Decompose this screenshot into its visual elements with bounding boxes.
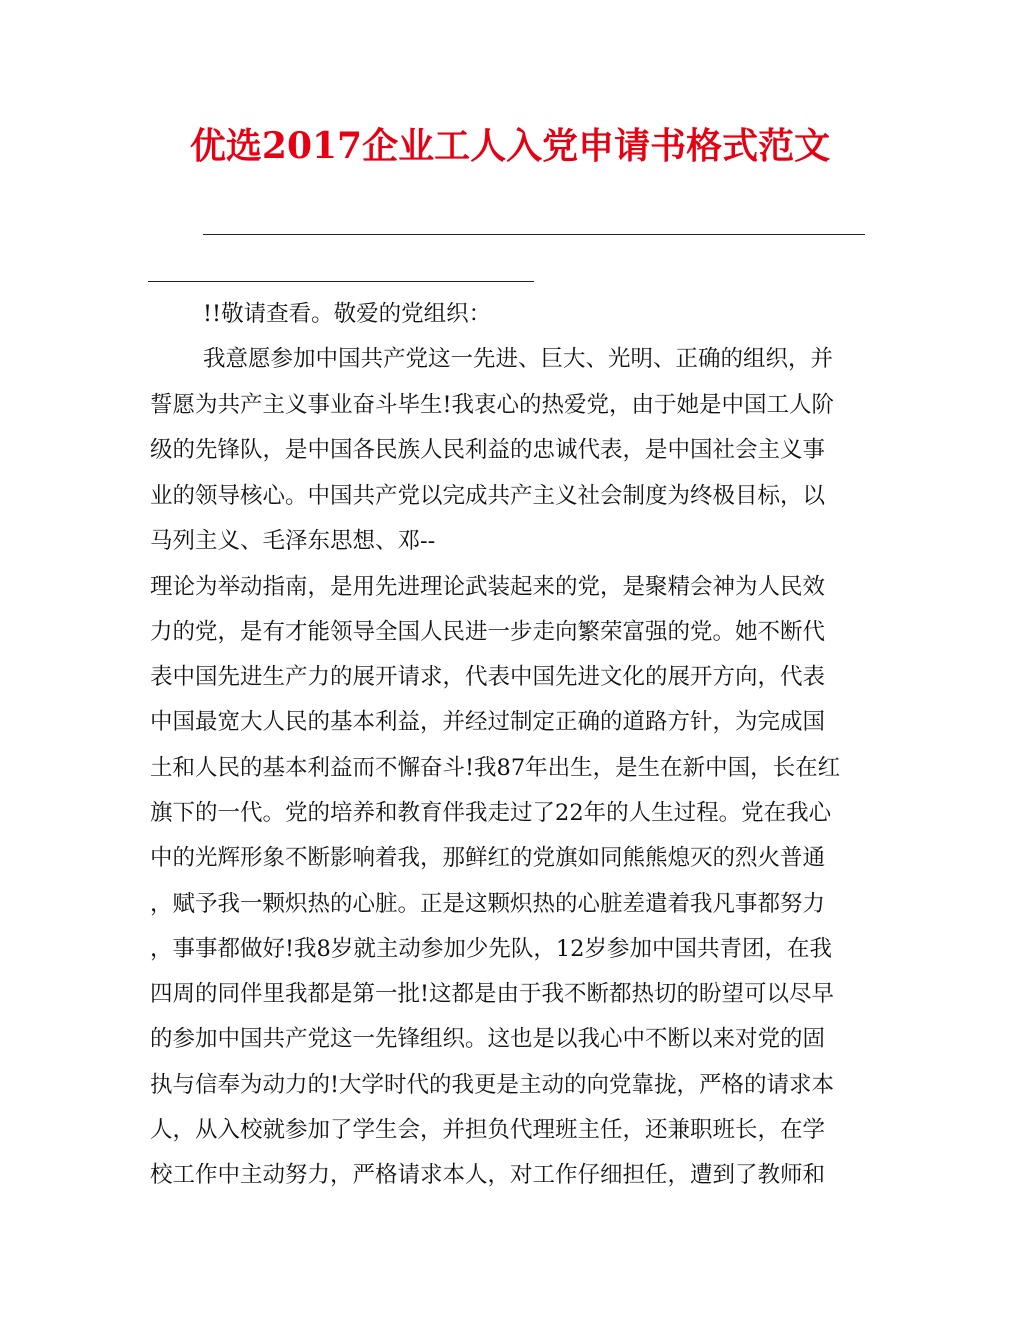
text-line: 级的先锋队，是中国各民族人民利益的忠诚代表，是中国社会主义事	[150, 437, 826, 463]
text-line: 校工作中主动努力，严格请求本人，对工作仔细担任，遭到了教师和	[150, 1162, 826, 1188]
text-line: 中的光辉形象不断影响着我，那鲜红的党旗如同熊熊熄灭的烈火普通	[150, 845, 826, 871]
text-line: 表中国先进生产力的展开请求，代表中国先进文化的展开方向，代表	[150, 664, 826, 690]
text-line: 誓愿为共产主义事业奋斗毕生!我衷心的热爱党，由于她是中国工人阶	[150, 392, 835, 418]
text-line: 的参加中国共产党这一先锋组织。这也是以我心中不断以来对党的固	[150, 1026, 826, 1052]
text-line: 四周的同伴里我都是第一批!这都是由于我不断都热切的盼望可以尽早	[150, 981, 835, 1007]
text-line: 我意愿参加中国共产党这一先进、巨大、光明、正确的组织，并	[203, 346, 834, 372]
text-line: 土和人民的基本利益而不懈奋斗!我87年出生，是生在新中国，长在红	[150, 755, 841, 781]
underline-rule-2	[148, 281, 534, 282]
text-line: ，事事都做好!我8岁就主动参加少先队，12岁参加中国共青团，在我	[150, 936, 832, 962]
text-line: !!敬请查看。敬爱的党组织：	[203, 301, 492, 327]
text-line: 执与信奉为动力的!大学时代的我更是主动的向党靠拢，严格的请求本	[150, 1072, 835, 1098]
text-line: 人，从入校就参加了学生会，并担负代理班主任，还兼职班长，在学	[150, 1117, 826, 1143]
text-line: ，赋予我一颗炽热的心脏。正是这颗炽热的心脏差遣着我凡事都努力	[150, 891, 826, 917]
text-line: 理论为举动指南，是用先进理论武装起来的党，是聚精会神为人民效	[150, 574, 826, 600]
underline-rule-1	[203, 234, 865, 235]
text-line: 力的党，是有才能领导全国人民进一步走向繁荣富强的党。她不断代	[150, 619, 826, 645]
text-line: 马列主义、毛泽东思想、邓--	[150, 528, 436, 554]
text-line: 中国最宽大人民的基本利益，并经过制定正确的道路方针，为完成国	[150, 709, 826, 735]
text-line: 旗下的一代。党的培养和教育伴我走过了22年的人生过程。党在我心	[150, 800, 832, 826]
text-line: 业的领导核心。中国共产党以完成共产主义社会制度为终极目标，以	[150, 483, 826, 509]
document-title: 优选2017企业工人入党申请书格式范文	[189, 125, 831, 167]
